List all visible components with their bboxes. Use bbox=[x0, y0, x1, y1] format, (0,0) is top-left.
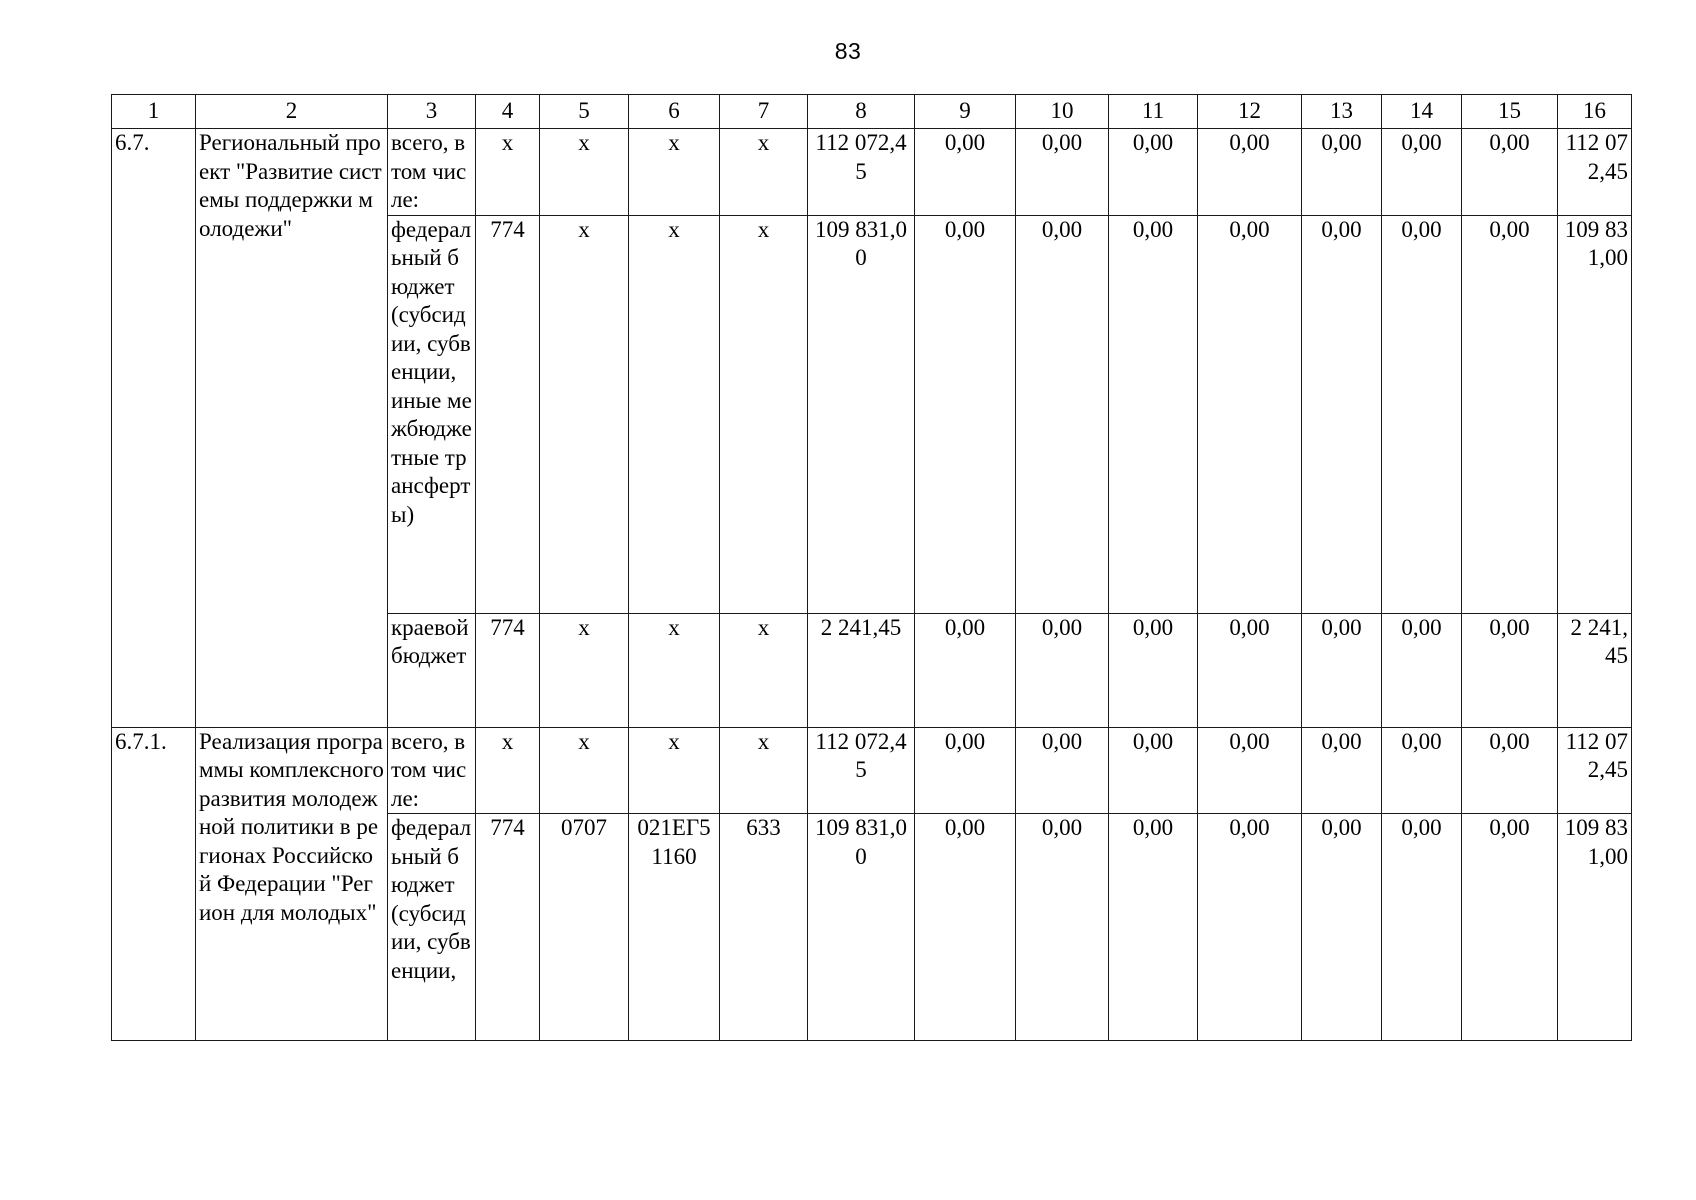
cell-col13: 0,00 bbox=[1302, 129, 1382, 216]
cell-col13: 0,00 bbox=[1302, 727, 1382, 814]
cell-col16: 109 831,00 bbox=[1558, 814, 1632, 1041]
cell-col8: 109 831,00 bbox=[808, 814, 915, 1041]
cell-col7: х bbox=[720, 129, 808, 216]
header-cell: 2 bbox=[196, 95, 388, 129]
cell-col11: 0,00 bbox=[1109, 613, 1198, 727]
cell-col12: 0,00 bbox=[1198, 613, 1302, 727]
cell-col8: 112 072,45 bbox=[808, 727, 915, 814]
header-cell: 4 bbox=[476, 95, 540, 129]
cell-col11: 0,00 bbox=[1109, 814, 1198, 1041]
header-cell: 13 bbox=[1302, 95, 1382, 129]
cell-col16: 2 241,45 bbox=[1558, 613, 1632, 727]
cell-col12: 0,00 bbox=[1198, 814, 1302, 1041]
cell-col14: 0,00 bbox=[1382, 613, 1462, 727]
cell-col9: 0,00 bbox=[915, 215, 1016, 613]
cell-col14: 0,00 bbox=[1382, 814, 1462, 1041]
cell-col5: х bbox=[540, 727, 629, 814]
cell-col13: 0,00 bbox=[1302, 215, 1382, 613]
cell-col5: х bbox=[540, 613, 629, 727]
cell-col16: 112 072,45 bbox=[1558, 129, 1632, 216]
header-cell: 10 bbox=[1016, 95, 1109, 129]
item-code: 6.7.1. bbox=[112, 727, 196, 1041]
cell-col16: 109 831,00 bbox=[1558, 215, 1632, 613]
table-row bbox=[112, 129, 1632, 216]
cell-col12: 0,00 bbox=[1198, 129, 1302, 216]
cell-col6: х bbox=[629, 727, 720, 814]
header-cell: 1 bbox=[112, 95, 196, 129]
funding-source: федеральный бюджет (субсидии, субвенции, bbox=[388, 814, 476, 1041]
header-cell: 6 bbox=[629, 95, 720, 129]
budget-table bbox=[111, 94, 1632, 1041]
cell-col4: х bbox=[476, 727, 540, 814]
cell-col9: 0,00 bbox=[915, 814, 1016, 1041]
header-cell: 3 bbox=[388, 95, 476, 129]
cell-col4: 774 bbox=[476, 613, 540, 727]
cell-col12: 0,00 bbox=[1198, 215, 1302, 613]
cell-col8: 109 831,00 bbox=[808, 215, 915, 613]
cell-col16: 112 072,45 bbox=[1558, 727, 1632, 814]
cell-col9: 0,00 bbox=[915, 613, 1016, 727]
header-cell: 14 bbox=[1382, 95, 1462, 129]
cell-col15: 0,00 bbox=[1462, 613, 1558, 727]
table-row bbox=[112, 727, 1632, 814]
cell-col10: 0,00 bbox=[1016, 814, 1109, 1041]
cell-col8: 112 072,45 bbox=[808, 129, 915, 216]
header-cell: 5 bbox=[540, 95, 629, 129]
funding-source: краевой бюджет bbox=[388, 613, 476, 727]
cell-col10: 0,00 bbox=[1016, 727, 1109, 814]
cell-col10: 0,00 bbox=[1016, 613, 1109, 727]
cell-col11: 0,00 bbox=[1109, 215, 1198, 613]
item-code: 6.7. bbox=[112, 129, 196, 728]
cell-col7: х bbox=[720, 215, 808, 613]
page-number: 83 bbox=[834, 38, 862, 64]
cell-col5: 0707 bbox=[540, 814, 629, 1041]
header-cell: 15 bbox=[1462, 95, 1558, 129]
cell-col11: 0,00 bbox=[1109, 129, 1198, 216]
cell-col9: 0,00 bbox=[915, 727, 1016, 814]
cell-col5: х bbox=[540, 129, 629, 216]
header-cell: 8 bbox=[808, 95, 915, 129]
header-cell: 11 bbox=[1109, 95, 1198, 129]
cell-col6: х bbox=[629, 129, 720, 216]
cell-col14: 0,00 bbox=[1382, 129, 1462, 216]
cell-col15: 0,00 bbox=[1462, 727, 1558, 814]
cell-col6: 021ЕГ51160 bbox=[629, 814, 720, 1041]
cell-col14: 0,00 bbox=[1382, 215, 1462, 613]
cell-col14: 0,00 bbox=[1382, 727, 1462, 814]
cell-col7: х bbox=[720, 613, 808, 727]
cell-col10: 0,00 bbox=[1016, 129, 1109, 216]
cell-col4: 774 bbox=[476, 215, 540, 613]
cell-col15: 0,00 bbox=[1462, 129, 1558, 216]
cell-col11: 0,00 bbox=[1109, 727, 1198, 814]
funding-source: всего, в том числе: bbox=[388, 129, 476, 216]
cell-col8: 2 241,45 bbox=[808, 613, 915, 727]
header-cell: 12 bbox=[1198, 95, 1302, 129]
cell-col12: 0,00 bbox=[1198, 727, 1302, 814]
cell-col4: 774 bbox=[476, 814, 540, 1041]
cell-col13: 0,00 bbox=[1302, 814, 1382, 1041]
cell-col10: 0,00 bbox=[1016, 215, 1109, 613]
cell-col6: х bbox=[629, 613, 720, 727]
table-header-row bbox=[112, 95, 1632, 129]
header-cell: 9 bbox=[915, 95, 1016, 129]
cell-col7: х bbox=[720, 727, 808, 814]
cell-col5: х bbox=[540, 215, 629, 613]
header-cell: 16 bbox=[1558, 95, 1632, 129]
cell-col4: х bbox=[476, 129, 540, 216]
item-name: Реализация программы комплексного развития молодежной политики в регионах Российской Федерации "Регион для молодых" bbox=[196, 727, 388, 1041]
cell-col9: 0,00 bbox=[915, 129, 1016, 216]
funding-source: всего, в том числе: bbox=[388, 727, 476, 814]
cell-col13: 0,00 bbox=[1302, 613, 1382, 727]
cell-col15: 0,00 bbox=[1462, 215, 1558, 613]
item-name: Региональный проект "Развитие системы поддержки молодежи" bbox=[196, 129, 388, 728]
header-cell: 7 bbox=[720, 95, 808, 129]
cell-col7: 633 bbox=[720, 814, 808, 1041]
cell-col15: 0,00 bbox=[1462, 814, 1558, 1041]
funding-source: федеральный бюджет (субсидии, субвенции, иные межбюджетные трансферты) bbox=[388, 215, 476, 613]
cell-col6: х bbox=[629, 215, 720, 613]
